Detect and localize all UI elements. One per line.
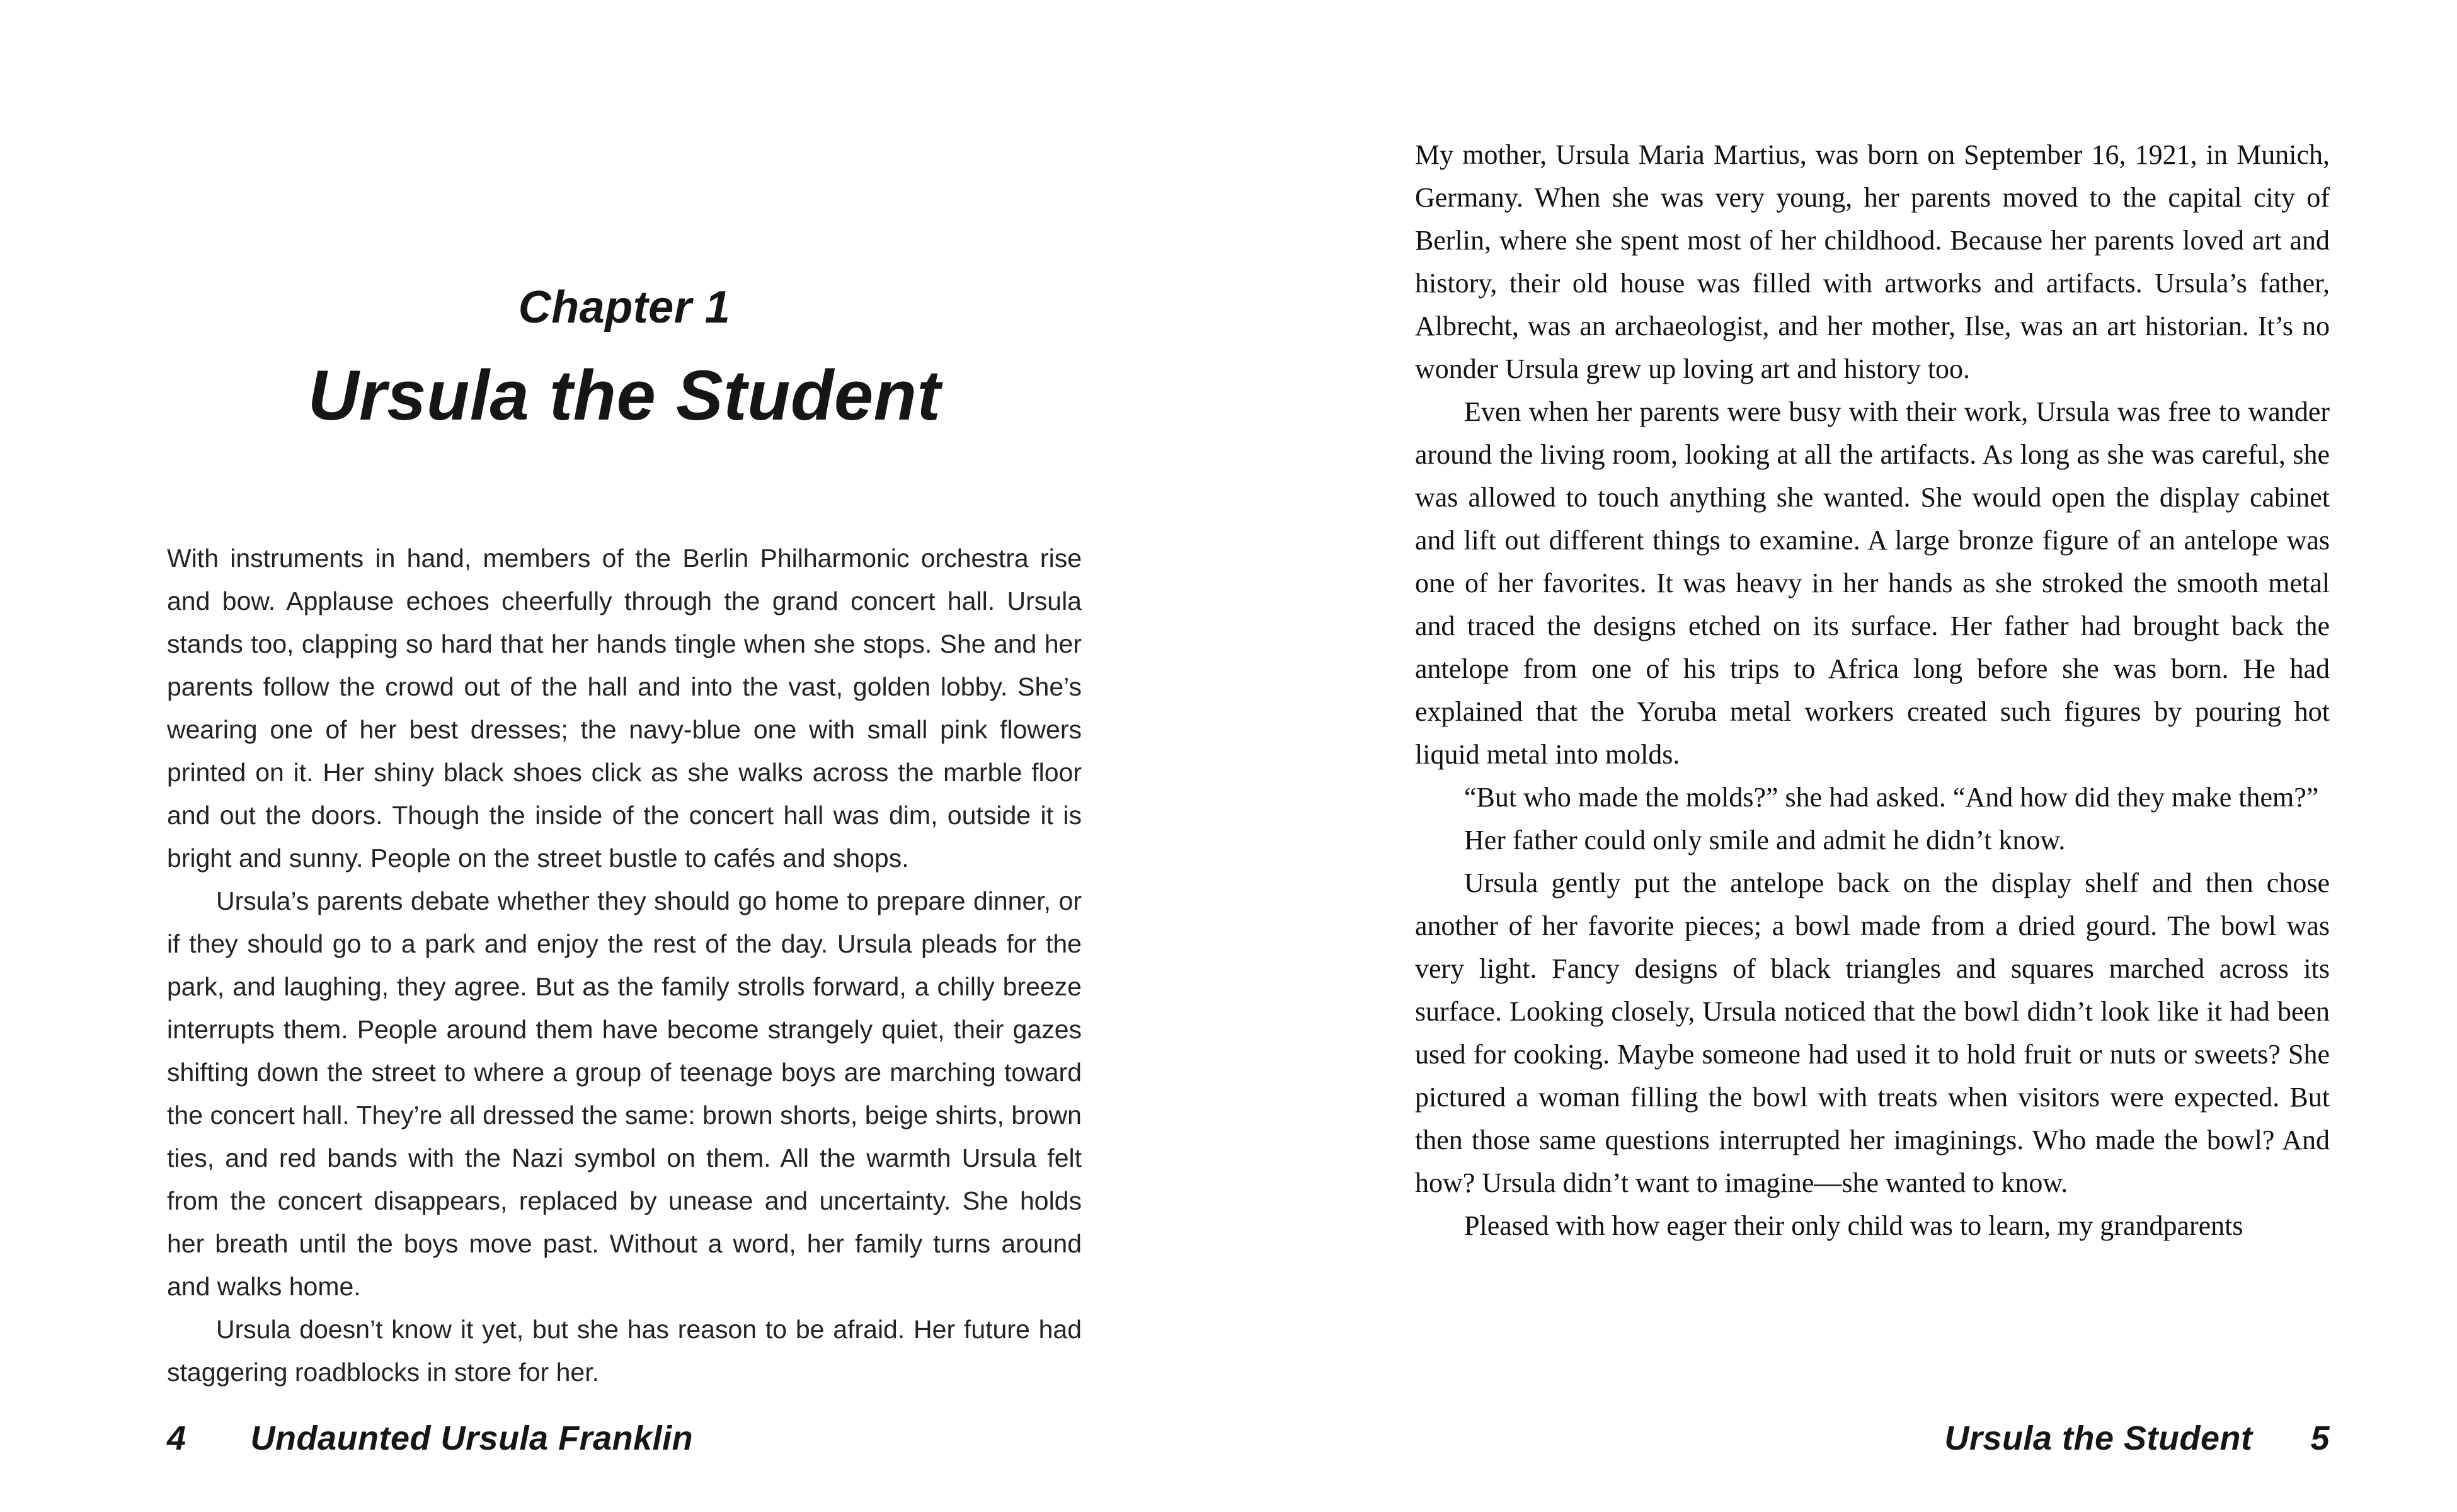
paragraph: Pleased with how eager their only child was to learn, my grandparents [1464,1210,2243,1241]
paragraph: Ursula doesn’t know it yet, but she has reason to be afraid. Her future had staggering roadblocks in store for her. [167,1315,1082,1387]
paragraph: Her father could only smile and admit he didn’t know. [1464,825,2066,856]
left-page-body [167,537,1082,1394]
running-title: Undaunted Ursula Franklin [250,1419,694,1457]
right-page [1415,0,2330,1512]
chapter-heading [167,282,1082,435]
left-page-footer [167,1421,1082,1455]
running-title: Ursula the Student [1944,1419,2253,1457]
right-page-footer [1415,1421,2330,1455]
page-number: 4 [167,1419,186,1457]
right-page-body [1415,134,2330,1247]
page-number: 5 [2310,1419,2330,1457]
paragraph: Ursula gently put the antelope back on the display shelf and then chose another of her favorite pieces; a bowl made from a dried gourd. The bowl was very light. Fancy designs of black triangles and squares marched across its surface. Looking closely, Ursula noticed that the bowl didn’t look like it had been used for cooking. Maybe someone had used it to hold fruit or nuts or sweets? She pictured a woman filling the bowl with treats when visitors were expected. But then those same questions interrupted her imaginings. Who made the bowl? And how? Ursula didn’t want to imagine—she wanted to know. [1415,868,2330,1198]
paragraph: “But who made the molds?” she had asked. “And how did they make them?” [1464,782,2319,813]
chapter-title: Ursula the Student [307,356,941,435]
paragraph: With instruments in hand, members of the Berlin Philharmonic orchestra rise and bow. Applause echoes cheerfully through the grand concert hall. Ursula stands too, clapping so hard that her hands tingle when she stops. She and her parents follow the crowd out of the hall and into the vast, golden lobby. She’s wearing one of her best dresses; the navy-blue one with small pink flowers printed on it. Her shiny black shoes click as she walks across the marble floor and out the doors. Though the inside of the concert hall was dim, outside it is bright and sunny. People on the street bustle to cafés and shops. [167,544,1082,873]
paragraph: Even when her parents were busy with their work, Ursula was free to wander around the living room, looking at all the artifacts. As long as she was careful, she was allowed to touch anything she wanted. She would open the display cabinet and lift out different things to examine. A large bronze figure of an antelope was one of her favorites. It was heavy in her hands as she stroked the smooth metal and traced the designs etched on its surface. Her father had brought back the antelope from one of his trips to Africa long before she was born. He had explained that the Yoruba metal workers created such figures by pouring hot liquid metal into molds. [1415,396,2330,770]
left-page [167,0,1082,1512]
paragraph: My mother, Ursula Maria Martius, was born on September 16, 1921, in Munich, Germany. When she was very young, her parents moved to the capital city of Berlin, where she spent most of her childhood. Because her parents loved art and history, their old house was filled with artworks and artifacts. Ursula’s father, Albrecht, was an archaeologist, and her mother, Ilse, was an art historian. It’s no wonder Ursula grew up loving art and history too. [1415,139,2330,384]
chapter-label: Chapter 1 [518,282,731,333]
paragraph: Ursula’s parents debate whether they should go home to prepare dinner, or if they should go to a park and enjoy the rest of the day. Ursula pleads for the park, and laughing, they agree. But as the family strolls forward, a chilly breeze interrupts them. People around them have become strangely quiet, their gazes shifting down the street to where a group of teenage boys are marching toward the concert hall. They’re all dressed the same: brown shorts, beige shirts, brown ties, and red bands with the Nazi symbol on them. All the warmth Ursula felt from the concert disappears, replaced by unease and uncertainty. She holds her breath until the boys move past. Without a word, her family turns around and walks home. [167,886,1082,1301]
